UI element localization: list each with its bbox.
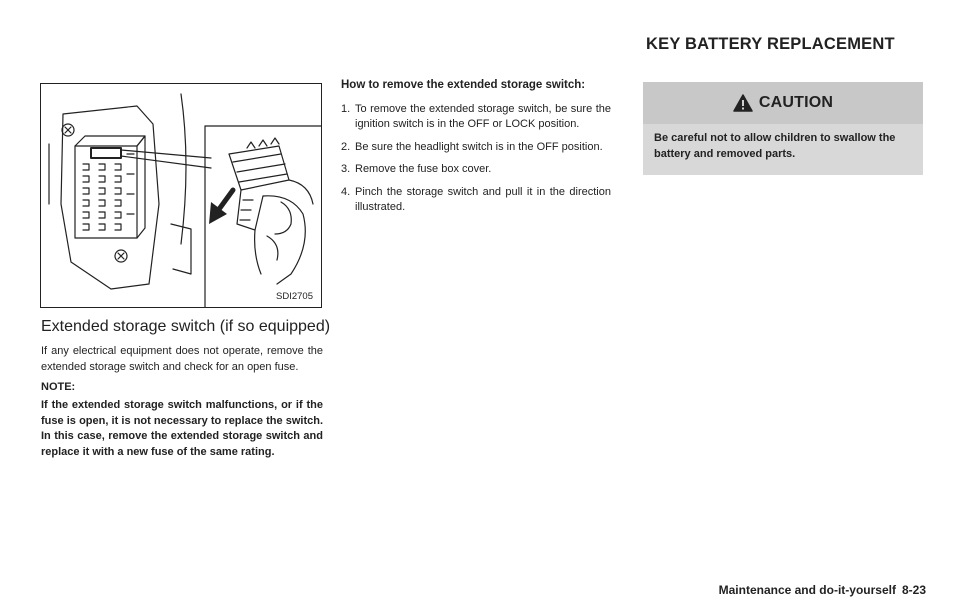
fuse-box-figure xyxy=(40,83,322,308)
removal-steps xyxy=(341,102,611,216)
step-text: To remove the extended storage switch, be sure the ignition switch is in the OFF or LOCK position. xyxy=(355,102,611,130)
list-item xyxy=(341,185,611,216)
list-item xyxy=(341,162,611,178)
fuse-box-illustration-icon xyxy=(41,84,321,307)
step-number: 3. xyxy=(341,163,351,175)
note-body: If the extended storage switch malfunctions, or if the fuse is open, it is not necessary to replace the switch. In this case, remove the extended storage switch and replace it with a new fuse of the same rating. xyxy=(41,399,323,458)
step-number: 2. xyxy=(341,140,351,153)
list-item xyxy=(341,102,611,133)
footer-section: Maintenance and do-it-yourself xyxy=(718,583,896,597)
page-footer xyxy=(719,583,926,597)
caution-title: CAUTION xyxy=(758,94,834,111)
middle-column xyxy=(341,78,611,223)
figure-code: SDI2705 xyxy=(276,291,313,302)
left-column xyxy=(41,318,331,460)
step-text: Remove the fuse box cover. xyxy=(355,163,492,175)
caution-header xyxy=(643,82,923,124)
section-title: Extended storage switch (if so equipped) xyxy=(41,318,331,335)
step-text: Pinch the storage switch and pull it in the direction illustrated. xyxy=(355,185,611,213)
caution-text: Be careful not to allow children to swallow the battery and removed parts. xyxy=(654,132,896,160)
step-number: 1. xyxy=(341,102,351,115)
caution-box xyxy=(643,82,923,175)
list-item xyxy=(341,140,611,156)
page-title: KEY BATTERY REPLACEMENT xyxy=(646,35,895,53)
page-number: 8-23 xyxy=(901,583,926,597)
step-text: Be sure the headlight switch is in the OFF position. xyxy=(355,140,603,153)
removal-heading: How to remove the extended storage switch: xyxy=(341,79,586,91)
warning-triangle-icon xyxy=(733,94,753,112)
intro-paragraph: If any electrical equipment does not operate, remove the extended storage switch and check for an open fuse. xyxy=(41,345,323,373)
step-number: 4. xyxy=(341,185,351,198)
note-label: NOTE: xyxy=(41,381,76,393)
